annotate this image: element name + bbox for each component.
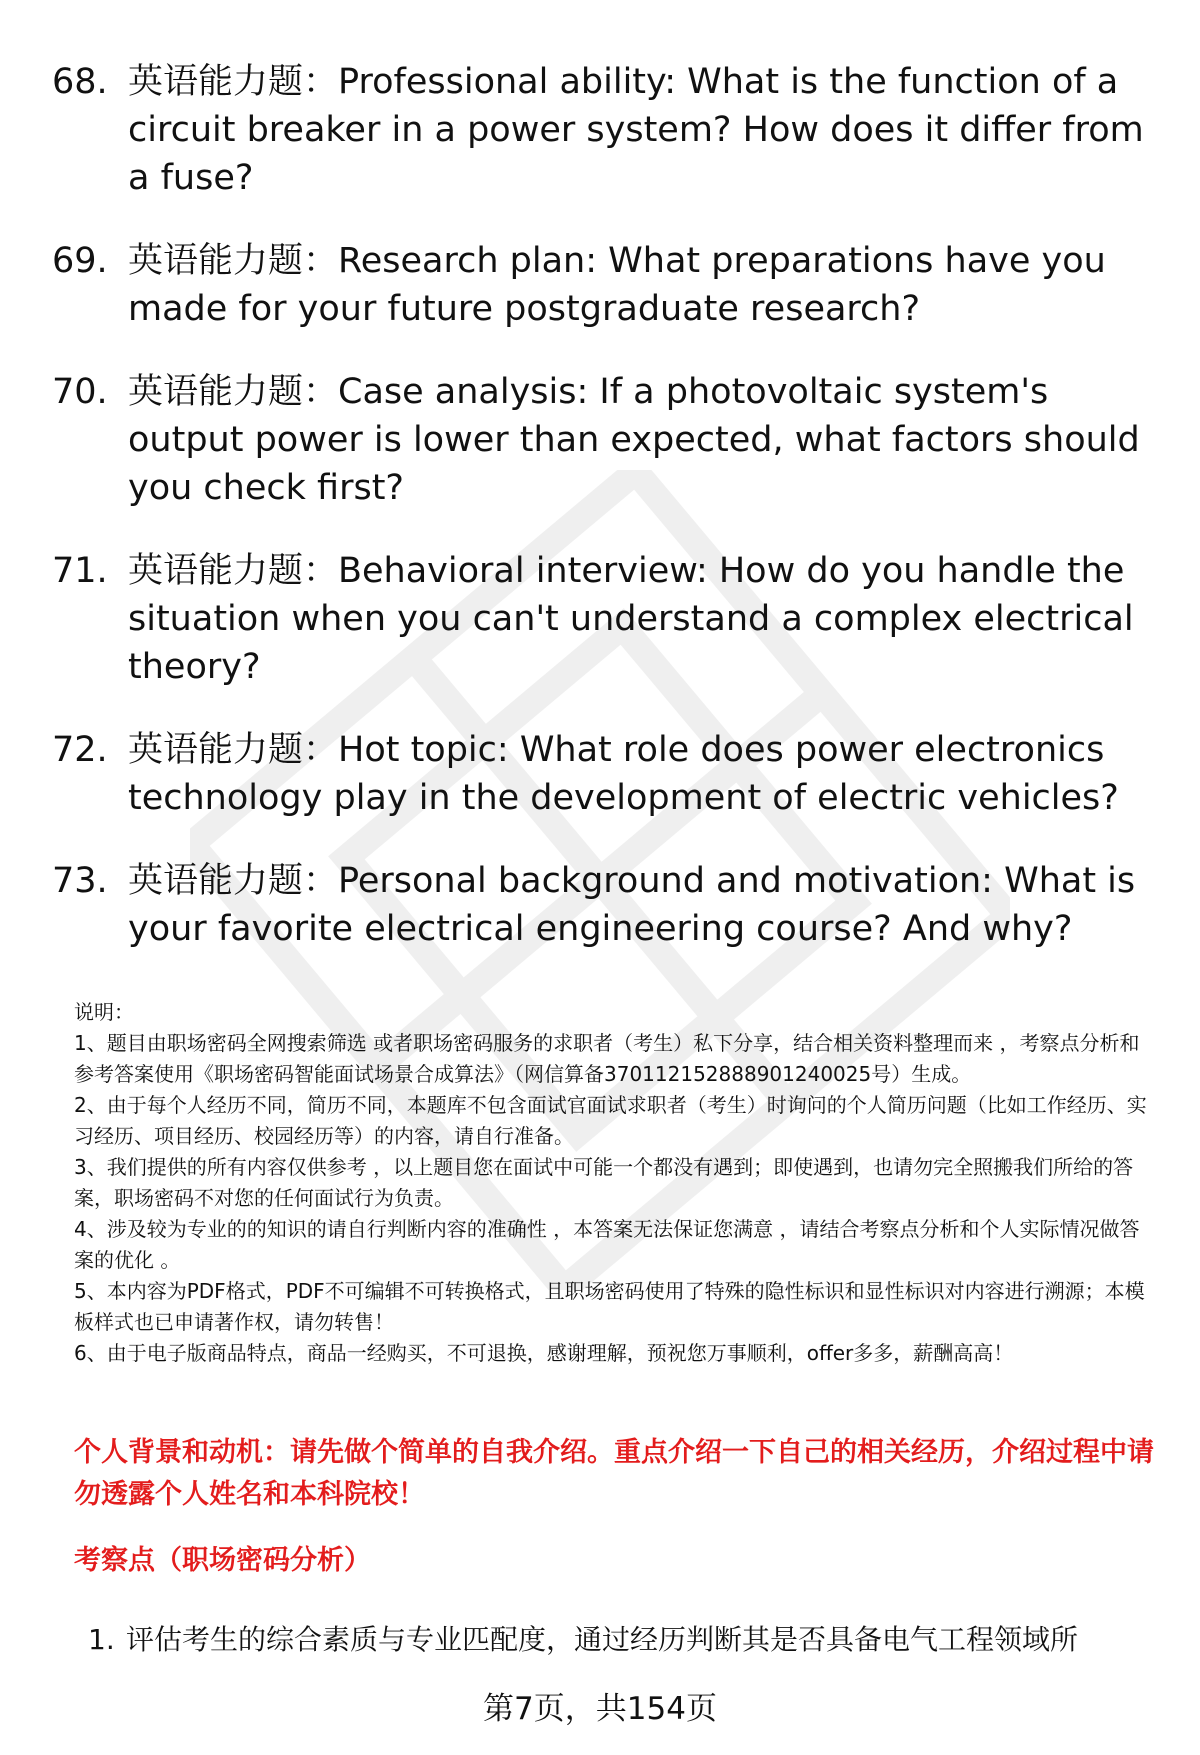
question-number: 71.: [52, 551, 108, 591]
analysis-number: 1.: [88, 1623, 115, 1656]
notes-item: 1、题目由职场密码全网搜索筛选 或者职场密码服务的求职者（考生）私下分享，结合相关资料整理而来 ，考察点分析和参考答案使用《职场密码智能面试场景合成算法》（网信算备370112152888901240025号）生成。: [74, 1031, 1140, 1086]
question-number: 68.: [52, 62, 108, 102]
analysis-text: 评估考生的综合素质与专业匹配度，通过经历判断其是否具备电气工程领域所: [126, 1623, 1079, 1656]
notes-item: 6、由于电子版商品特点，商品一经购买，不可退换，感谢理解，预祝您万事顺利，offer多多，薪酬高高！: [74, 1341, 1014, 1365]
question-text: 英语能力题：Hot topic: What role does power electronics technology play in the development of electric vehicles?: [128, 730, 1119, 818]
question-text: 英语能力题：Case analysis: If a photovoltaic system's output power is lower than expected, what factors should you check first?: [128, 372, 1140, 508]
notes-item: 2、由于每个人经历不同，简历不同，本题库不包含面试官面试求职者（考生）时询问的个人简历问题（比如工作经历、实习经历、项目经历、校园经历等）的内容，请自行准备。: [74, 1093, 1147, 1148]
section-title: 个人背景和动机：请先做个简单的自我介绍。重点介绍一下自己的相关经历，介绍过程中请勿透露个人姓名和本科院校！: [74, 1437, 1154, 1510]
notes-item: 4、涉及较为专业的的知识的请自行判断内容的准确性 ，本答案无法保证您满意 ，请结合考察点分析和个人实际情况做答案的优化 。: [74, 1217, 1140, 1272]
notes-item: 5、本内容为PDF格式，PDF不可编辑不可转换格式，且职场密码使用了特殊的隐性标识和显性标识对内容进行溯源；本模板样式也已申请著作权，请勿转售！: [74, 1279, 1145, 1334]
question-text: 英语能力题：Research plan: What preparations have you made for your future postgraduate research?: [128, 241, 1106, 329]
question-text: 英语能力题：Professional ability: What is the function of a circuit breaker in a power system? How does it differ from a fuse?: [128, 62, 1144, 198]
notes-item: 3、我们提供的所有内容仅供参考 ，以上题目您在面试中可能一个都没有遇到；即使遇到，也请勿完全照搬我们所给的答案，职场密码不对您的任何面试行为负责。: [74, 1155, 1134, 1210]
question-item: [52, 547, 1162, 691]
analysis-item: [88, 1620, 1158, 1660]
question-number: 73.: [52, 861, 108, 901]
question-item: [52, 237, 1162, 333]
question-number: 72.: [52, 730, 108, 770]
question-item: [52, 726, 1162, 822]
notes-block: [74, 997, 1158, 1369]
question-list: [52, 58, 1162, 988]
question-number: 69.: [52, 241, 108, 281]
notes-title: 说明：: [74, 1000, 134, 1024]
question-text: 英语能力题：Behavioral interview: How do you handle the situation when you can't understand a complex electrical theory?: [128, 551, 1134, 687]
question-number: 70.: [52, 372, 108, 412]
analysis-list: [88, 1620, 1158, 1660]
question-item: [52, 368, 1162, 512]
section-subtitle: 考察点（职场密码分析）: [74, 1545, 371, 1576]
question-item: [52, 58, 1162, 202]
question-text: 英语能力题：Personal background and motivation: What is your favorite electrical engineering course? And why?: [128, 861, 1136, 949]
question-item: [52, 857, 1162, 953]
page-footer: 第7页，共154页: [483, 1691, 717, 1727]
